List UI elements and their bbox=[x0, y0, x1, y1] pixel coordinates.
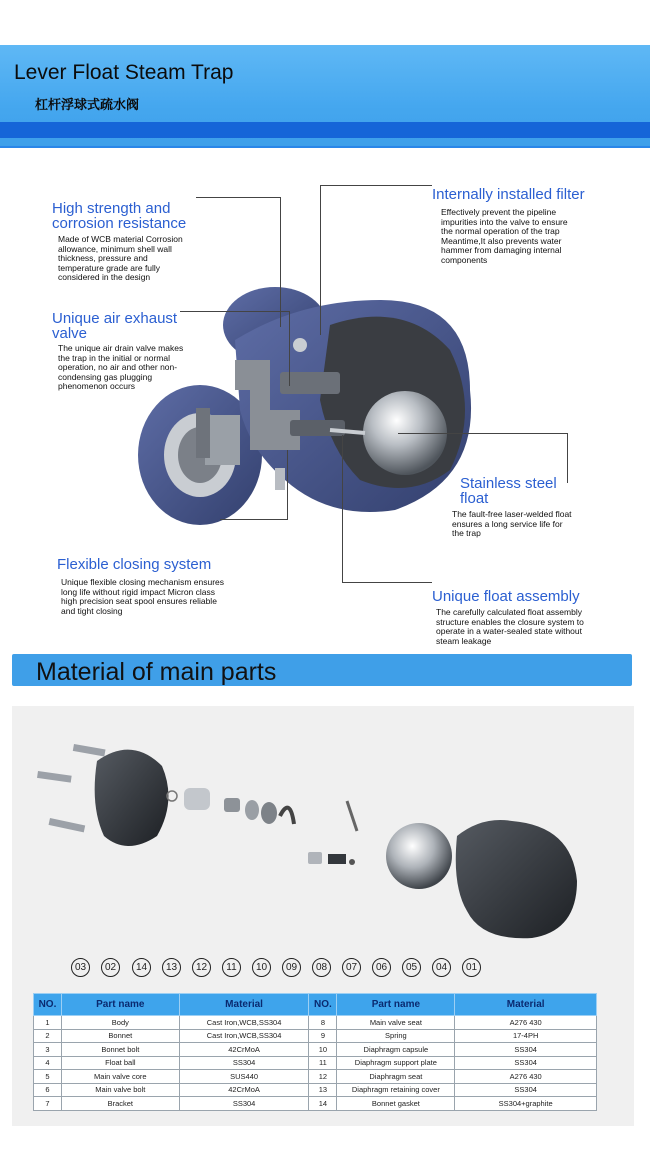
table-cell: 13 bbox=[309, 1083, 337, 1097]
table-cell: 6 bbox=[34, 1083, 62, 1097]
table-row bbox=[34, 1083, 597, 1097]
feature-body-float: The fault-free laser-welded float ensures a long service life for the trap bbox=[452, 509, 572, 538]
feature-title-float-assembly: Unique float assembly bbox=[432, 588, 580, 605]
feature-title-air-exhaust: Unique air exhaust valve bbox=[52, 310, 178, 342]
table-cell: Diaphragm retaining cover bbox=[337, 1083, 455, 1097]
part-number-14: 14 bbox=[132, 958, 151, 977]
page-subtitle-cn: 杠杆浮球式疏水阀 bbox=[35, 98, 140, 113]
part-number-12: 12 bbox=[192, 958, 211, 977]
table-cell: 9 bbox=[309, 1029, 337, 1043]
part-number-06: 06 bbox=[372, 958, 391, 977]
feature-body-filter: Effectively prevent the pipeline impurities into the valve to ensure the normal operation of the trap Meantime,It also prevents water hammer from damaging internal components bbox=[441, 207, 568, 265]
table-cell: 17-4PH bbox=[455, 1029, 597, 1043]
table-header-row bbox=[34, 994, 597, 1016]
part-number-13: 13 bbox=[162, 958, 181, 977]
table-row bbox=[34, 1029, 597, 1043]
header-material-right: Material bbox=[455, 994, 597, 1016]
table-cell: A276 430 bbox=[455, 1070, 597, 1084]
header-divider bbox=[0, 146, 650, 148]
table-cell: Bracket bbox=[61, 1097, 179, 1111]
table-cell: Bonnet bbox=[61, 1029, 179, 1043]
table-cell: 42CrMoA bbox=[179, 1043, 309, 1057]
part-number-02: 02 bbox=[101, 958, 120, 977]
table-cell: 5 bbox=[34, 1070, 62, 1084]
header-stripe bbox=[0, 122, 650, 138]
leader-high-strength bbox=[196, 197, 281, 327]
part-number-09: 09 bbox=[282, 958, 301, 977]
table-cell: Spring bbox=[337, 1029, 455, 1043]
part-number-10: 10 bbox=[252, 958, 271, 977]
table-row bbox=[34, 1056, 597, 1070]
table-cell: Body bbox=[61, 1016, 179, 1030]
header-part-name-left: Part name bbox=[61, 994, 179, 1016]
leader-closing-system bbox=[220, 450, 288, 520]
table-cell: 10 bbox=[309, 1043, 337, 1057]
table-cell: A276 430 bbox=[455, 1016, 597, 1030]
leader-air-exhaust bbox=[180, 311, 290, 386]
table-row bbox=[34, 1097, 597, 1111]
table-cell: Main valve core bbox=[61, 1070, 179, 1084]
table-cell: SS304 bbox=[455, 1083, 597, 1097]
table-cell: 4 bbox=[34, 1056, 62, 1070]
table-cell: Main valve bolt bbox=[61, 1083, 179, 1097]
table-cell: 42CrMoA bbox=[179, 1083, 309, 1097]
table-cell: Diaphragm support plate bbox=[337, 1056, 455, 1070]
header-part-name-right: Part name bbox=[337, 994, 455, 1016]
table-cell: 12 bbox=[309, 1070, 337, 1084]
section-title: Material of main parts bbox=[36, 658, 277, 686]
table-cell: SS304+graphite bbox=[455, 1097, 597, 1111]
feature-title-filter: Internally installed filter bbox=[432, 186, 585, 203]
part-number-07: 07 bbox=[342, 958, 361, 977]
table-cell: Cast Iron,WCB,SS304 bbox=[179, 1029, 309, 1043]
table-cell: Float ball bbox=[61, 1056, 179, 1070]
feature-title-closing-system: Flexible closing system bbox=[57, 556, 212, 573]
table-cell: Cast Iron,WCB,SS304 bbox=[179, 1016, 309, 1030]
page-title: Lever Float Steam Trap bbox=[14, 61, 234, 84]
table-cell: SS304 bbox=[455, 1043, 597, 1057]
table-cell: Bonnet bolt bbox=[61, 1043, 179, 1057]
leader-float-assembly bbox=[342, 435, 432, 583]
table-cell: 7 bbox=[34, 1097, 62, 1111]
table-cell: 11 bbox=[309, 1056, 337, 1070]
table-cell: Diaphragm capsule bbox=[337, 1043, 455, 1057]
header-no-right: NO. bbox=[309, 994, 337, 1016]
feature-body-float-assembly: The carefully calculated float assembly structure enables the closure system to operate in a water-sealed state without steam leakage bbox=[436, 607, 584, 646]
feature-body-air-exhaust: The unique air drain valve makes the trap in the initial or normal operation, no air and other non-condensing gas plugging phenomenon occurs bbox=[58, 343, 184, 391]
table-cell: SS304 bbox=[455, 1056, 597, 1070]
materials-table bbox=[33, 993, 597, 1111]
leader-filter bbox=[320, 185, 432, 335]
exploded-view-illustration bbox=[12, 706, 634, 986]
feature-title-float: Stainless steel float bbox=[460, 475, 557, 507]
part-number-04: 04 bbox=[432, 958, 451, 977]
table-row bbox=[34, 1043, 597, 1057]
part-number-05: 05 bbox=[402, 958, 421, 977]
table-cell: SS304 bbox=[179, 1056, 309, 1070]
part-number-11: 11 bbox=[222, 958, 241, 977]
table-cell: 2 bbox=[34, 1029, 62, 1043]
table-row bbox=[34, 1016, 597, 1030]
feature-title-high-strength: High strength and corrosion resistance bbox=[52, 200, 187, 232]
table-cell: Diaphragm seat bbox=[337, 1070, 455, 1084]
table-cell: Bonnet gasket bbox=[337, 1097, 455, 1111]
table-cell: 14 bbox=[309, 1097, 337, 1111]
feature-body-high-strength: Made of WCB material Corrosion allowance, minimum shell wall thickness, pressure and temperature grade are fully considered in the design bbox=[58, 234, 183, 282]
feature-body-closing-system: Unique flexible closing mechanism ensures long life without rigid impact Micron class high precision seat spool ensures reliable and tight closing bbox=[61, 577, 224, 616]
part-number-03: 03 bbox=[71, 958, 90, 977]
table-cell: 3 bbox=[34, 1043, 62, 1057]
table-cell: Main valve seat bbox=[337, 1016, 455, 1030]
table-cell: 1 bbox=[34, 1016, 62, 1030]
table-cell: SUS440 bbox=[179, 1070, 309, 1084]
table-cell: SS304 bbox=[179, 1097, 309, 1111]
header-material-left: Material bbox=[179, 994, 309, 1016]
table-row bbox=[34, 1070, 597, 1084]
header-no-left: NO. bbox=[34, 994, 62, 1016]
table-cell: 8 bbox=[309, 1016, 337, 1030]
part-number-08: 08 bbox=[312, 958, 331, 977]
part-number-01: 01 bbox=[462, 958, 481, 977]
